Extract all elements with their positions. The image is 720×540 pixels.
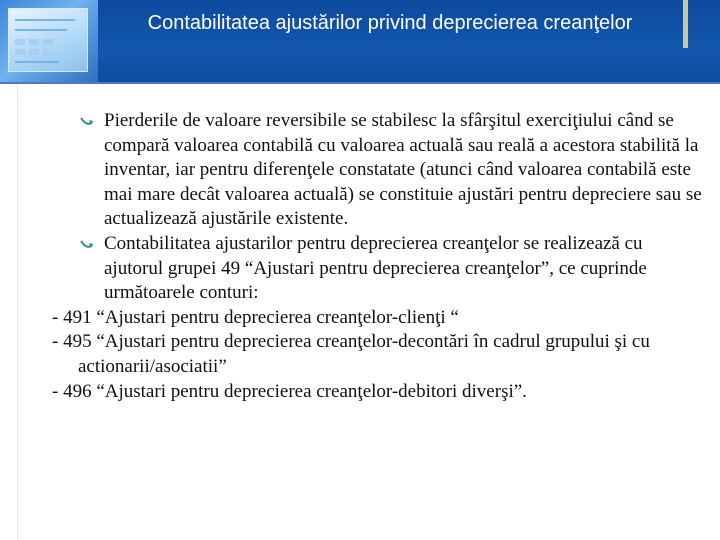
thumbnail-cell [29,49,39,55]
header-divider [0,82,720,84]
thumbnail-cell [43,49,53,55]
computer-screen-thumbnail [0,0,98,82]
account-item-495: - 495 “Ajustari pentru deprecierea creanţelor-decontări în cadrul grupului şi cu actionarii/asociatii” [52,331,650,377]
bullet-text: Contabilitatea ajustarilor pentru deprecierea creanţelor se realizează cu ajutorul grupei 49 “Ajustari pentru deprecierea creanţelor”, ce cuprinde următoarele conturi: [104,232,647,304]
slide-title: Contabilitatea ajustărilor privind deprecierea creanţelor [147,12,633,34]
bullet-paragraph-1 [78,109,703,232]
account-list [52,306,703,404]
thumbnail-cell [15,49,25,55]
thumbnail-line [15,61,59,63]
thumbnail-line [15,19,75,21]
header-accent-bar [683,0,688,48]
left-margin-line [17,84,18,540]
account-item-496: - 496 “Ajustari pentru deprecierea creanţelor-debitori diverşi”. [52,380,527,402]
thumbnail-screen [8,8,88,72]
thumbnail-cell [15,39,25,45]
bullet-text: Pierderile de valoare reversibile se stabilesc la sfârşitul exerciţiului când se compară valoarea contabilă cu valoarea actuală sau reală a acestora stabilită la inventar, iar pentru diferenţele constatate (atunci când valoarea contabilă este mai mare decât valoarea actuală) se constituie ajustări pentru depreciere sau se actualizează ajustările existente. [104,110,702,230]
thumbnail-cell [43,39,53,45]
curved-arrow-bullet-icon [78,113,96,131]
bullet-paragraph-2 [78,232,703,306]
account-item-491: - 491 “Ajustari pentru deprecierea creanţelor-clienţi “ [52,306,459,328]
slide-body [52,109,703,404]
thumbnail-line [15,29,67,31]
curved-arrow-bullet-icon [78,236,96,254]
thumbnail-cell [29,39,39,45]
